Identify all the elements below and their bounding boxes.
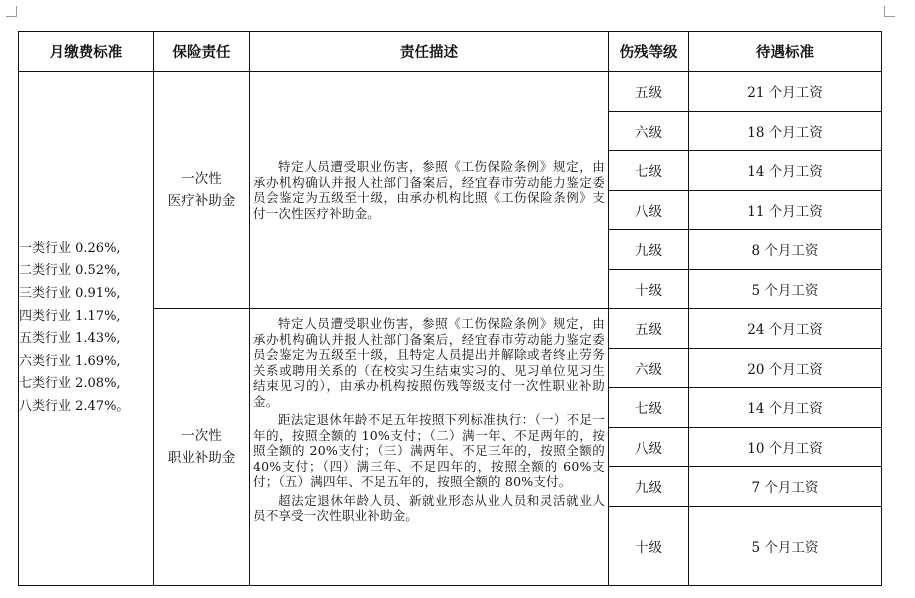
table-row — [19, 72, 882, 112]
fee-rate: 三类行业 0.91%, — [19, 286, 121, 302]
level-cell: 六级 — [609, 111, 689, 151]
description-medical — [250, 72, 609, 309]
benefit-cell: 7 个月工资 — [689, 467, 882, 507]
description-paragraph: 超法定退休年龄人员、新就业形态从业人员和灵活就业人员不享受一次性职业补助金。 — [253, 492, 605, 523]
level-cell: 八级 — [609, 427, 689, 467]
benefit-cell: 24 个月工资 — [689, 309, 882, 349]
crop-mark-top-left — [6, 6, 17, 17]
benefit-cell: 21 个月工资 — [689, 72, 882, 112]
header-fee: 月缴费标准 — [19, 32, 154, 72]
benefit-cell: 14 个月工资 — [689, 151, 882, 191]
description-occupational — [250, 309, 609, 586]
benefit-cell: 5 个月工资 — [689, 269, 882, 309]
header-benefit: 待遇标准 — [689, 32, 882, 72]
fee-rate: 五类行业 1.43%, — [19, 331, 121, 347]
crop-mark-top-right — [884, 6, 895, 17]
insurance-name-line: 职业补助金 — [167, 449, 236, 466]
description-paragraph: 距法定退休年龄不足五年按照下列标准执行：（一）不足一年的，按照全额的 10%支付；（二）满一年、不足两年的，按照全额的 20%支付；（三）满两年、不足三年的，按照全额的 40%支付；（四）满三年、不足四年的，按照全额的 60%支付；（五）满四年、不足五年的，按照全额的 80%支付。 — [253, 412, 605, 489]
level-cell: 五级 — [609, 309, 689, 349]
insurance-name-line: 医疗补助金 — [167, 193, 236, 209]
fee-rate: 一类行业 0.26%, — [19, 240, 121, 256]
benefit-cell: 5 个月工资 — [689, 506, 882, 585]
fee-rate: 六类行业 1.69%, — [19, 353, 121, 369]
benefit-table — [18, 31, 882, 586]
benefit-cell: 18 个月工资 — [689, 111, 882, 151]
level-cell: 十级 — [609, 506, 689, 585]
level-cell: 九级 — [609, 467, 689, 507]
benefit-cell: 8 个月工资 — [689, 230, 882, 270]
level-cell: 八级 — [609, 190, 689, 230]
fee-rate: 二类行业 0.52%, — [19, 263, 121, 279]
level-cell: 七级 — [609, 151, 689, 191]
insurance-occupational — [154, 309, 250, 586]
level-cell: 七级 — [609, 388, 689, 428]
header-insurance: 保险责任 — [154, 32, 250, 72]
fee-rates-cell — [19, 72, 154, 586]
level-cell: 九级 — [609, 230, 689, 270]
level-cell: 六级 — [609, 348, 689, 388]
insurance-name-line: 一次性 — [181, 171, 222, 187]
insurance-name-line: 一次性 — [181, 427, 222, 444]
header-level: 伤残等级 — [609, 32, 689, 72]
insurance-medical — [154, 72, 250, 309]
description-paragraph: 特定人员遭受职业伤害，参照《工伤保险条例》规定，由承办机构确认并报人社部门备案后，经宜春市劳动能力鉴定委员会鉴定为五级至十级，且特定人员提出并解除或者终止劳务关系或聘用关系的（在校实习生结束实习的、见习单位见习生结束见习的），由承办机构按照伤残等级支付一次性职业补助金。 — [253, 316, 605, 409]
benefit-cell: 10 个月工资 — [689, 427, 882, 467]
benefit-cell: 20 个月工资 — [689, 348, 882, 388]
benefit-cell: 14 个月工资 — [689, 388, 882, 428]
benefit-cell: 11 个月工资 — [689, 190, 882, 230]
fee-rate: 七类行业 2.08%, — [19, 376, 121, 392]
description-paragraph: 特定人员遭受职业伤害，参照《工伤保险条例》规定，由承办机构确认并报人社部门备案后，经宜春市劳动能力鉴定委员会鉴定为五级至十级，由承办机构比照《工伤保险条例》支付一次性医疗补助金。 — [253, 159, 605, 221]
header-row — [19, 32, 882, 72]
header-description: 责任描述 — [250, 32, 609, 72]
fee-rate: 八类行业 2.47%。 — [19, 399, 130, 415]
fee-rate: 四类行业 1.17%, — [19, 308, 121, 324]
level-cell: 五级 — [609, 72, 689, 112]
level-cell: 十级 — [609, 269, 689, 309]
